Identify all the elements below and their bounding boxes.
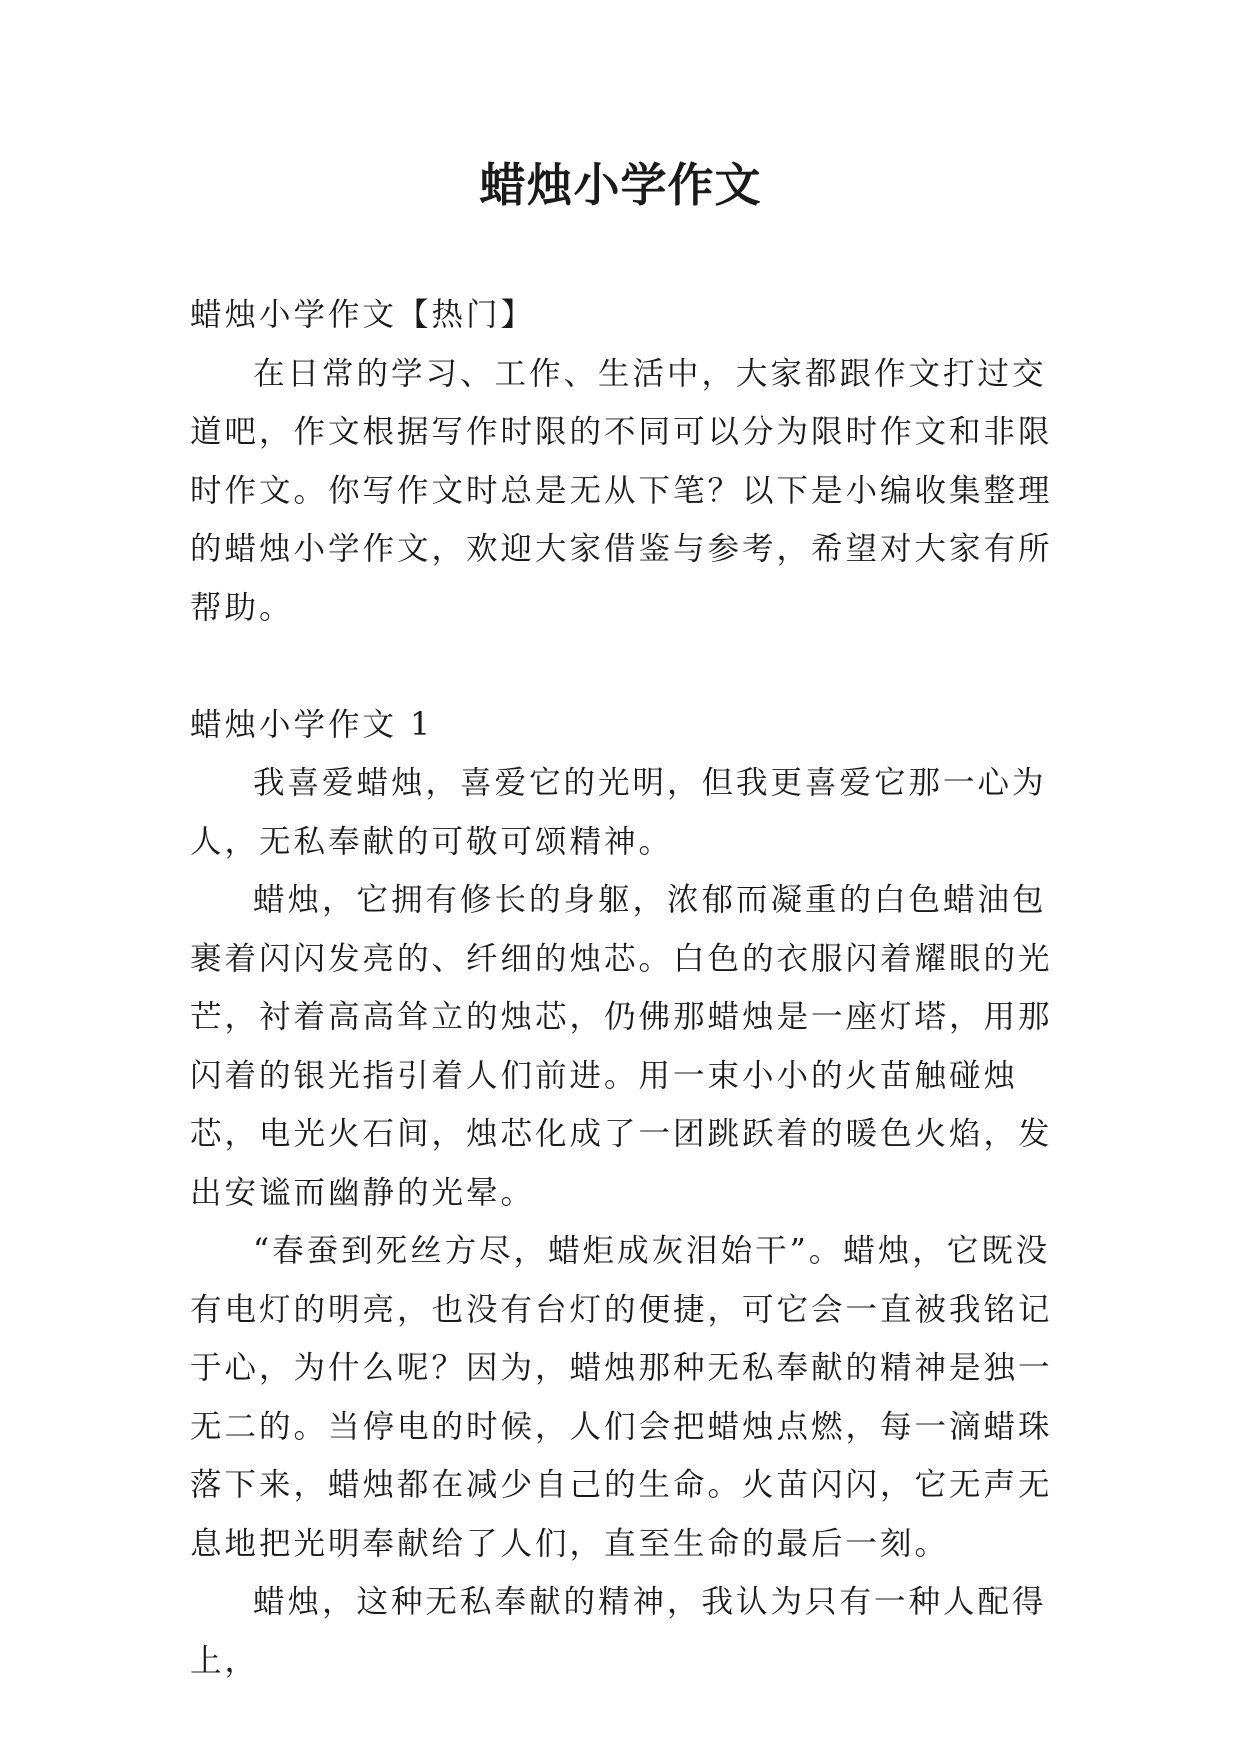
essay-1-paragraph: “春蚕到死丝方尽，蜡炬成灰泪始干”。蜡烛，它既没有电灯的明亮，也没有台灯的便捷，可它会一直被我铭记于心，为什么呢？因为，蜡烛那种无私奉献的精神是独一无二的。当停电的时候，人们会把蜡烛点燃，每一滴蜡珠落下来，蜡烛都在减少自己的生命。火苗闪闪，它无声无息地把光明奉献给了人们，直至生命的最后一刻。 — [190, 1233, 1053, 1562]
essay-1-paragraph: 蜡烛，它拥有修长的身躯，浓郁而凝重的白色蜡油包裹着闪闪发亮的、纤细的烛芯。白色的衣服闪着耀眼的光芒，衬着高高耸立的烛芯，仍佛那蜡烛是一座灯塔，用那闪着的银光指引着人们前进。用一束小小的火苗触碰烛芯，电光火石间，烛芯化成了一团跳跃着的暖色火焰，发出安谧而幽静的光晕。 — [190, 882, 1053, 1211]
page-title: 蜡烛小学作文 — [479, 158, 762, 212]
intro-heading: 蜡烛小学作文【热门】 — [190, 297, 536, 333]
essay-1-paragraph: 蜡烛，这种无私奉献的精神，我认为只有一种人配得上， — [190, 1584, 1047, 1679]
essay-1-heading: 蜡烛小学作文 1 — [190, 706, 434, 743]
essay-1-paragraph: 我喜爱蜡烛，喜爱它的光明，但我更喜爱它那一心为人，无私奉献的可敬可颂精神。 — [190, 765, 1047, 860]
intro-paragraph: 在日常的学习、工作、生活中，大家都跟作文打过交道吧，作文根据写作时限的不同可以分为限时作文和非限时作文。你写作文时总是无从下笔？以下是小编收集整理的蜡烛小学作文，欢迎大家借鉴与参考，希望对大家有所帮助。 — [190, 355, 1053, 626]
section-spacer — [190, 637, 1060, 696]
document-body — [190, 286, 1060, 1690]
